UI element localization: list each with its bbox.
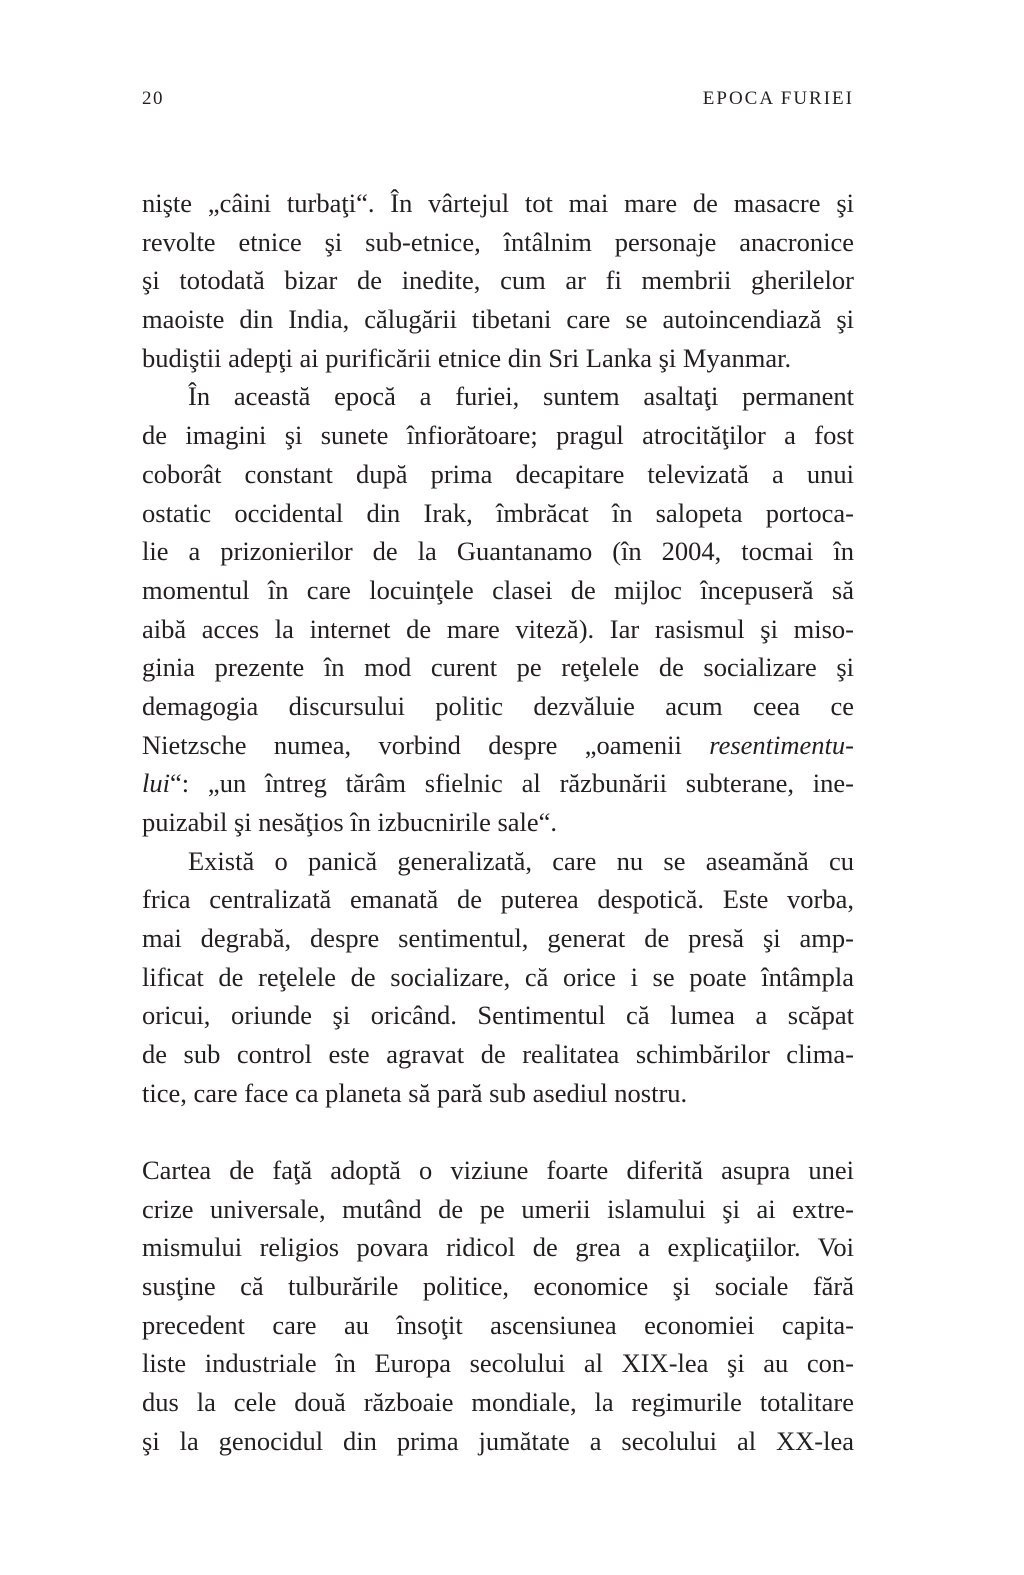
- text-line: Există o panică generalizată, care nu se aseamănă cu: [188, 845, 854, 876]
- text-line: de imagini şi sunete înfiorătoare; pragul atrocităţilor a fost: [142, 420, 854, 451]
- text-line: [142, 726, 854, 765]
- text-line: precedent care au însoţit ascensiunea economiei capita-: [142, 1309, 854, 1340]
- text-run: Nietzsche numea, vorbind despre „oamenii: [142, 729, 710, 760]
- text-line: tice, care face ca planeta să pară sub asediul nostru.: [142, 1077, 688, 1108]
- text-line: [142, 764, 854, 803]
- page-header: [142, 88, 854, 118]
- text-line: mismului religios povara ridicol de grea a explicaţiilor. Voi: [142, 1232, 854, 1263]
- text-line: demagogia discursului politic dezvăluie acum ceea ce: [142, 690, 854, 721]
- text-line: revolte etnice şi sub-etnice, întâlnim personaje anacronice: [142, 226, 854, 257]
- paragraph-3: [142, 842, 854, 1113]
- text-line: dus la cele două războaie mondiale, la regimurile totalitare: [142, 1387, 854, 1418]
- paragraph-2: [142, 377, 854, 841]
- text-line: oricui, oriunde şi oricând. Sentimentul că lumea a scăpat: [142, 1000, 854, 1031]
- text-line: frica centralizată emanată de puterea despotică. Este vorba,: [142, 884, 854, 915]
- italic-term: lui: [142, 768, 170, 799]
- body-text: [142, 184, 854, 1461]
- section-break: [142, 1113, 854, 1152]
- text-line: de sub control este agravat de realitatea schimbărilor clima-: [142, 1039, 854, 1070]
- text-line: coborât constant după prima decapitare televizată a unui: [142, 458, 854, 489]
- paragraph-4: [142, 1151, 854, 1461]
- text-line: budiştii adepţi ai purificării etnice din Sri Lanka şi Myanmar.: [142, 342, 792, 373]
- text-run: “: „un întreg tărâm sfielnic al răzbunării subterane, ine-: [169, 768, 854, 799]
- text-line: Cartea de faţă adoptă o viziune foarte diferită asupra unei: [142, 1155, 854, 1185]
- page-number: 20: [142, 88, 164, 109]
- text-line: ostatic occidental din Irak, îmbrăcat în salopeta portoca-: [142, 497, 854, 528]
- text-line: ginia prezente în mod curent pe reţelele de socializare şi: [142, 652, 854, 683]
- paragraph-1: [142, 184, 854, 377]
- text-line: momentul în care locuinţele clasei de mijloc începuseră să: [142, 574, 854, 605]
- text-line: aibă acces la internet de mare viteză). Iar rasismul şi miso-: [142, 613, 854, 644]
- text-line: maoiste din India, călugării tibetani care se autoincendiază şi: [142, 304, 854, 335]
- text-line: lie a prizonierilor de la Guantanamo (în 2004, tocmai în: [142, 536, 854, 567]
- text-line: liste industriale în Europa secolului al XIX-lea şi au con-: [142, 1348, 854, 1379]
- text-line: şi la genocidul din prima jumătate a secolului al XX-lea: [142, 1425, 854, 1456]
- text-line: nişte „câini turbaţi“. În vârtejul tot mai mare de masacre şi: [142, 188, 854, 218]
- text-line: lificat de reţelele de socializare, că orice i se poate întâmpla: [142, 961, 854, 992]
- text-line: crize universale, mutând de pe umerii islamului şi ai extre-: [142, 1193, 854, 1224]
- text-line: susţine că tulburările politice, economice şi sociale fără: [142, 1271, 854, 1302]
- text-line: puizabil şi nesăţios în izbucnirile sale“.: [142, 807, 558, 837]
- italic-term: resentimentu-: [709, 729, 854, 760]
- text-line: În această epocă a furiei, suntem asaltaţi permanent: [188, 381, 854, 412]
- text-line: şi totodată bizar de inedite, cum ar fi membrii gherilelor: [142, 265, 854, 296]
- text-line: mai degrabă, despre sentimentul, generat de presă şi amp-: [142, 923, 854, 954]
- running-title: EPOCA FURIEI: [702, 88, 854, 109]
